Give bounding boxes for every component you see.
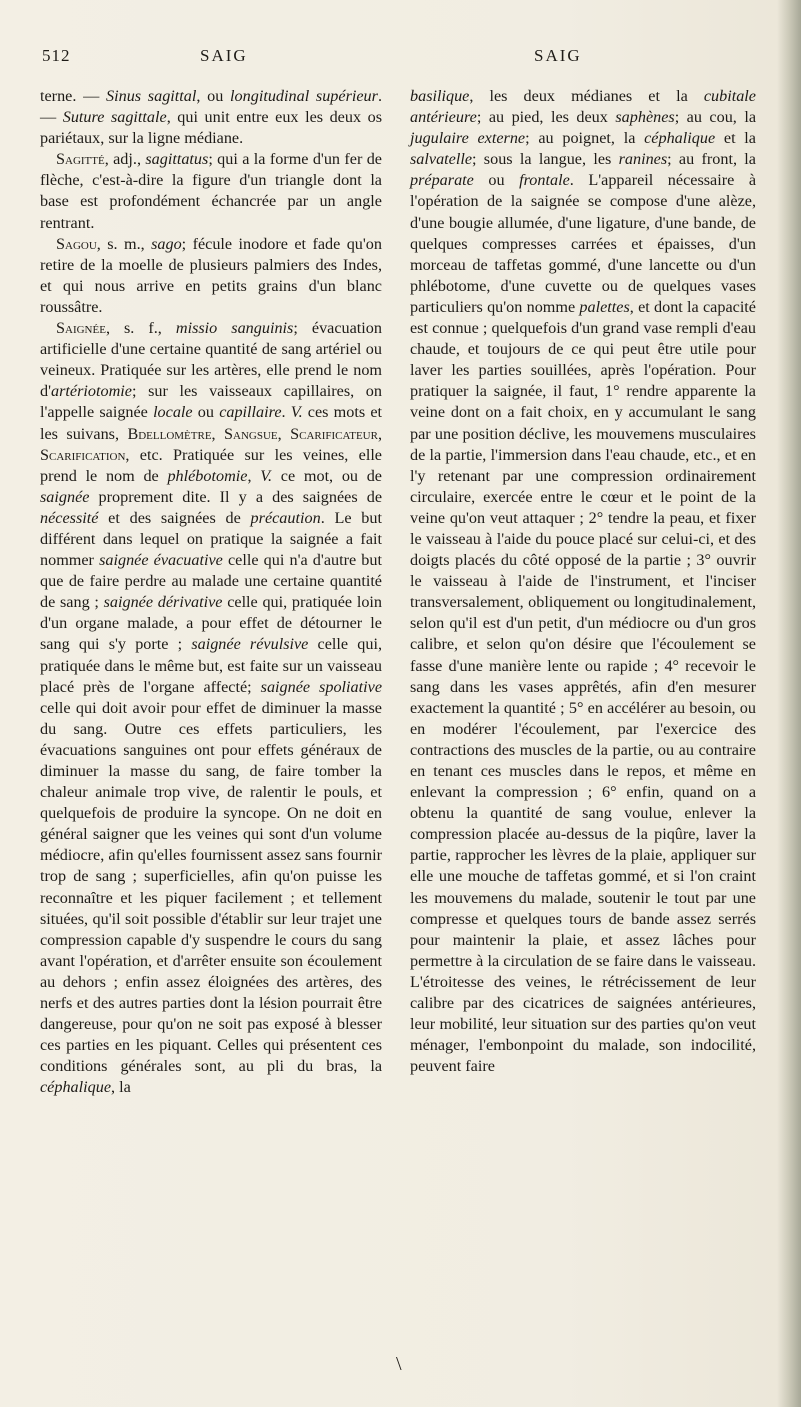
entry-sinus-sagittal: terne. — Sinus sagittal, ou longitudinal supérieur. — Suture sagittale, qui unit entre eux les deux os pariétaux, sur la ligne médiane. <box>40 87 382 148</box>
entry-saignee-continued: basilique, les deux médianes et la cubitale antérieure; au pied, les deux saphènes; au cou, la jugulaire externe; au poignet, la céphalique et la salvatelle; sous la langue, les ranines; au front, la préparate ou frontale. L'appareil nécessaire à l'opération de la saignée se compose d'une alèze, d'une bougie allumée, d'une ligature, d'une bande, de quelques compresses carrées et épaisses, d'un morceau de taffetas gommé, d'une lancette ou d'un phlébotome, d'une cuvette ou de quelques vases particuliers qu'on nomme palettes, et dont la capacité est connue ; quelquefois d'un grand vase rempli d'eau chaude, et toujours de ce qui peut être utile pour laver les parties souillées, après l'opération. Pour pratiquer la saignée, il faut, 1° rendre apparente la veine dont on a fait choix, en y accumulant le sang par une position déclive, les mouvemens musculaires de la partie, l'immersion dans l'eau chaude, etc., et en l'y retenant par une compression ordinairement circulaire, exercée entre le cœur et le point de la veine qu'on veut attaquer ; 2° tendre la peau, et fixer le vaisseau à l'aide du pouce placé sur celui-ci, et des doigts placés du côté opposé de la partie ; 3° ouvrir le vaisseau à l'aide de l'instrument, et l'inciser transversalement, obliquement ou longitudinalement, selon qu'il est d'un petit, d'un médiocre ou d'un gros calibre, et selon qu'on désire que l'écoulement se fasse d'une manière lente ou rapide ; 4° recevoir le sang dans les vases apprêtés, afin d'en mesurer exactement la quantité ; 5° en accélérer au besoin, ou en modérer l'écoulement, par l'exercice des contractions des muscles de la partie, ou au contraire en tenant ces muscles dans le repos, et même en enlevant la compression ; 6° enfin, quand on a obtenu la quantité de sang voulue, enlever la compression placée au-dessus de la piqûre, laver la partie, rapprocher les lèvres de la plaie, appliquer sur elle une mouche de taffetas gommé, et si l'on craint les mouvemens du malade, soutenir le tout par une compresse et quelques tours de bande assez serrés pour maintenir la plaie, et assez lâches pour permettre à la circulation de se faire dans le vaisseau. L'étroitesse des veines, le rétrécissement de leur calibre par des cicatrices de saignées antérieures, leur mobilité, leur situation sur des parties qu'on veut ménager, l'embonpoint du malade, son indocilité, peuvent faire <box>410 87 757 1076</box>
entry-headword: Sagitté <box>56 150 105 169</box>
entry-saignee: Saignée, s. f., missio sanguinis; évacuation artificielle d'une certaine quantité de sang artériel ou veineux. Pratiquée sur les artères, elle prend le nom d'artériotomie; sur les vaisseaux capillaires, on l'appelle saignée locale ou capillaire. V. ces mots et les suivans, Bdellomètre, Sangsue, Scarificateur, Scarification, etc. Pratiquée sur les veines, elle prend le nom de phlébotomie, V. ce mot, ou de saignée proprement dite. Il y a des saignées de nécessité et des saignées de précaution. Le but différent dans lequel on pratique la saignée a fait nommer saignée évacuative celle qui n'a d'autre but que de faire perdre au malade une certaine quantité de sang ; saignée dérivative celle qui, pratiquée loin d'un organe malade, a pour effet de détourner le sang qui s'y porte ; saignée révulsive celle qui, pratiquée dans le même but, est faite sur un vaisseau placé près de l'organe affecté; saignée spoliative celle qui doit avoir pour effet de diminuer la masse du sang. Outre ces effets particuliers, les évacuations sanguines ont pour effets généraux de diminuer la masse du sang, de faire tomber la chaleur animale trop vive, de ralentir le pouls, et quelquefois de produire la syncope. On ne doit en général saigner que les veines qui sont d'un volume médiocre, afin qu'elles fournissent assez sans fournir trop de sang ; superficielles, afin qu'on puisse les reconnaître et les piquer facilement ; et tellement situées, qu'il soit possible d'établir sur leur trajet une compression capable d'y suspendre le cours du sang avant l'opération, et d'arrêter ensuite son écoulement au dehors ; enfin assez éloignées des artères, des nerfs et des autres parties dont la lésion pourrait être dangereuse, pour qu'on ne soit pas exposé à blesser ces parties en les piquant. Celles qui présentent ces conditions générales sont, au pli du bras, la céphalique, la <box>40 319 383 1097</box>
signature-mark: \ <box>396 1353 402 1375</box>
entry-sagou: Sagou, s. m., sago; fécule inodore et fade qu'on retire de la moelle de plusieurs palmiers des Indes, et qui nous arrive en petits grains d'un blanc roussâtre. <box>40 234 382 316</box>
right-text-column <box>410 86 756 1077</box>
left-text-column <box>40 86 382 1099</box>
running-title-left: SAIG <box>200 46 248 65</box>
page-number: 512 <box>42 46 71 65</box>
entry-headword: Sagou <box>56 234 97 253</box>
entry-headword: Saignée <box>56 319 106 338</box>
page-edge-shadow <box>777 0 801 1407</box>
running-title-right: SAIG <box>534 46 582 65</box>
entry-sagitte: Sagitté, adj., sagittatus; qui a la forme d'un fer de flèche, c'est-à-dire la figure d'un triangle dont la base est profondément échancrée par un angle rentrant. <box>40 150 382 232</box>
